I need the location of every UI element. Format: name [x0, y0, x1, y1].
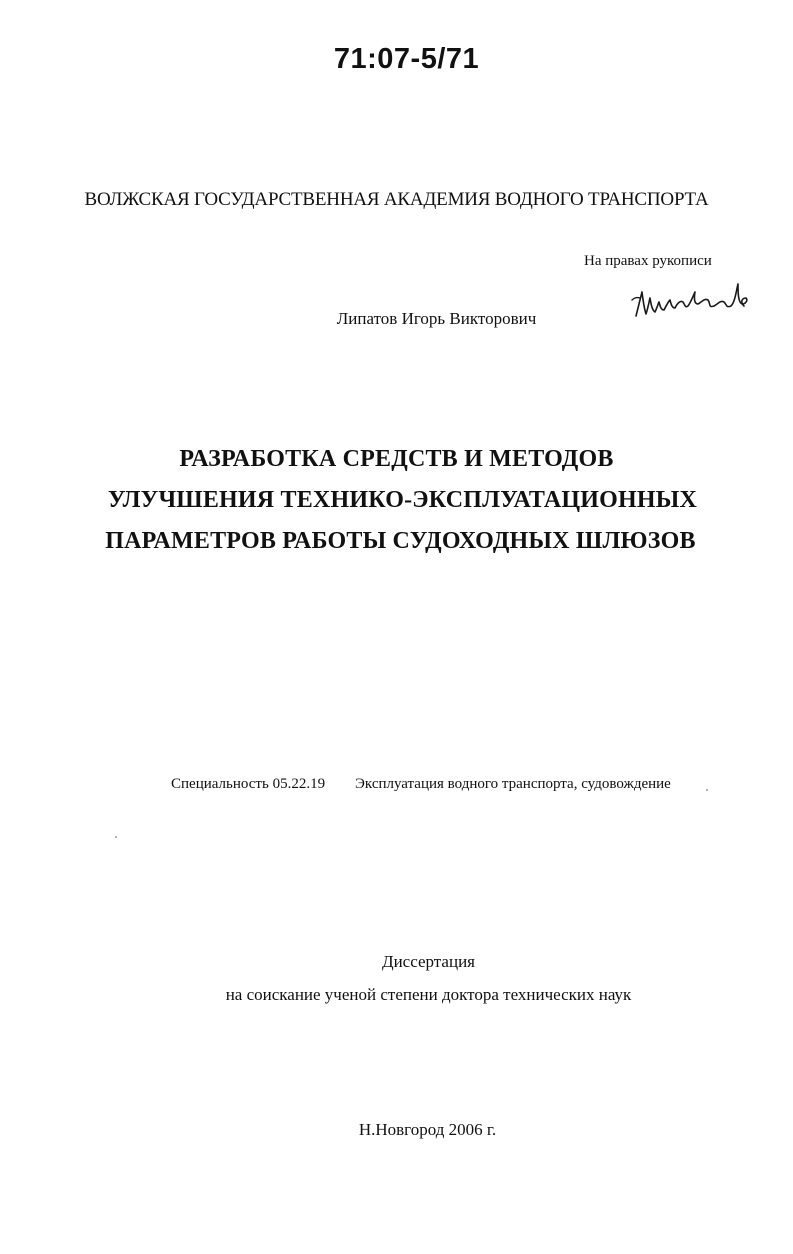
scan-speck	[115, 836, 117, 838]
title-line-1: РАЗРАБОТКА СРЕДСТВ И МЕТОДОВ	[179, 446, 614, 472]
specialty-description: Эксплуатация водного транспорта, судовождение	[355, 776, 671, 792]
specialty-label: Специальность 05.22.19	[171, 776, 326, 792]
title-line-2: УЛУЧШЕНИЯ ТЕХНИКО-ЭКСПЛУАТАЦИОННЫХ	[107, 487, 698, 513]
document-type: Диссертация	[381, 952, 475, 971]
title-line-3: ПАРАМЕТРОВ РАБОТЫ СУДОХОДНЫХ ШЛЮЗОВ	[105, 528, 696, 554]
scan-speck	[706, 789, 708, 791]
registry-code: 71:07-5/71	[333, 43, 480, 75]
institution-name: ВОЛЖСКАЯ ГОСУДАРСТВЕННАЯ АКАДЕМИЯ ВОДНОГО ТРАНСПОРТА	[84, 189, 709, 210]
city-year: Н.Новгород 2006 г.	[358, 1120, 497, 1139]
rights-note: На правах рукописи	[584, 253, 712, 269]
degree-statement: на соискание ученой степени доктора технических наук	[225, 985, 632, 1004]
author-name: Липатов Игорь Викторович	[336, 309, 537, 328]
